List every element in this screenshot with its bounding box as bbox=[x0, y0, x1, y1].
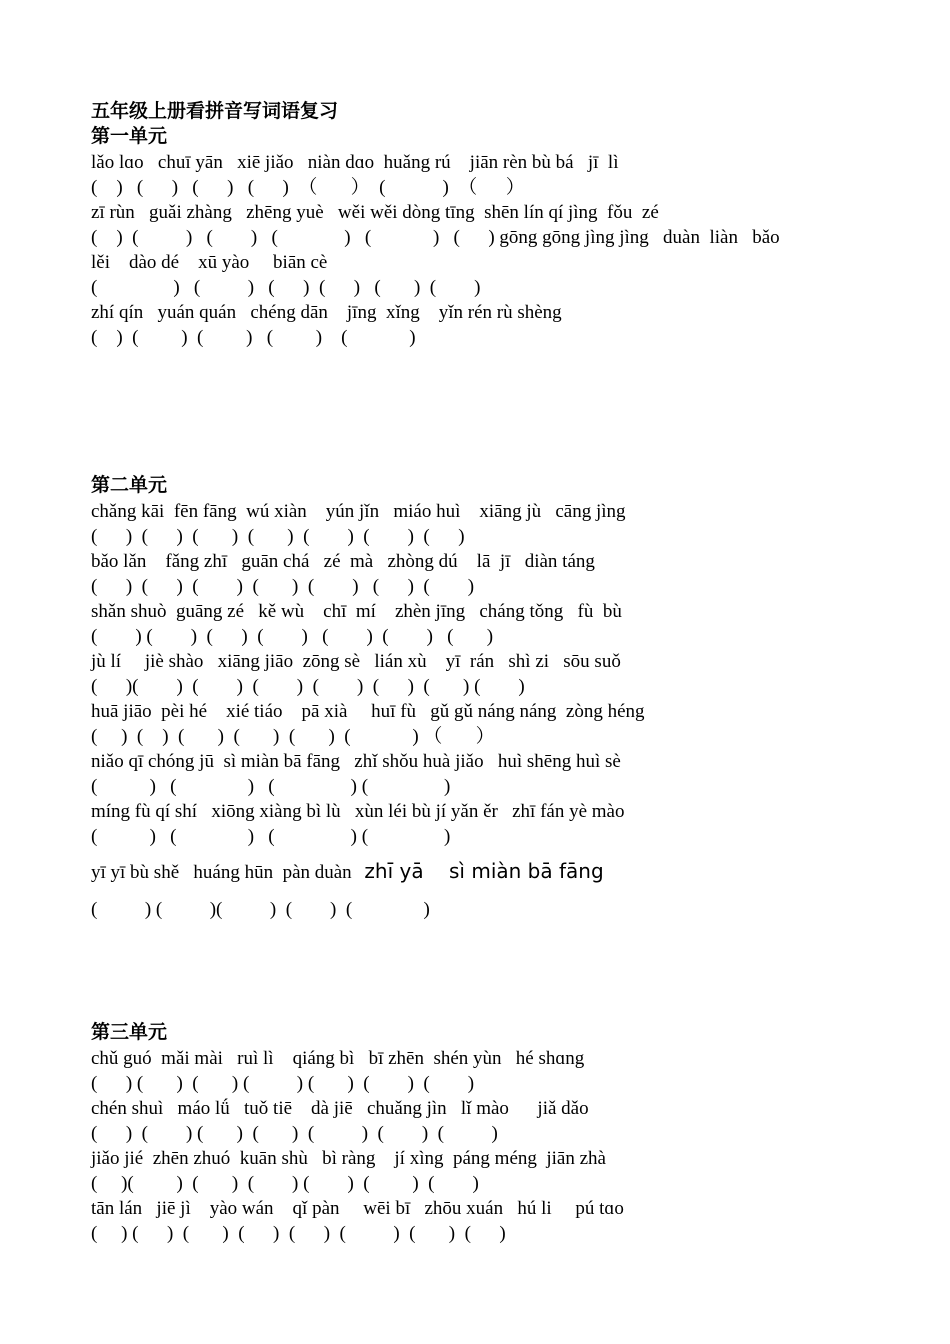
unit-3-answer-line: ( )( ) ( ) ( ) ( ) ( ) ( ) bbox=[91, 1173, 479, 1194]
unit-3-pinyin-line: chǔ guó mǎi mài ruì lì qiáng bì bī zhēn shén yùn hé shɑng bbox=[91, 1048, 585, 1069]
unit-2-pinyin-serif: yī yī bù shě huáng hūn pàn duàn bbox=[91, 862, 352, 883]
unit-2-answer-line: ( ) ( ) ( ) ( ) ( ) ( ) ( ) bbox=[91, 576, 475, 597]
unit-1-pinyin-line: lěi dào dé xū yào biān cè bbox=[91, 252, 328, 273]
unit-2-pinyin-line: shǎn shuò guāng zé kě wù chī mí zhèn jīng cháng tǒng fù bù bbox=[91, 601, 622, 622]
unit-2-answer-line: ( ) ( ) ( ) ( ) bbox=[91, 776, 451, 797]
unit-2-answer-line: ( ) ( ) ( ) ( ) ( ) ( ) （ ） bbox=[91, 726, 495, 747]
unit-3-answer-line: ( ) ( ) ( ) ( ) ( ) ( ) ( ) bbox=[91, 1073, 475, 1094]
unit-2-answer-line: ( ) ( )( ) ( ) ( ) bbox=[91, 899, 430, 920]
unit-3-answer-line: ( ) ( ) ( ) ( ) ( ) ( ) ( ) bbox=[91, 1123, 498, 1144]
unit-2-pinyin-line: míng fù qí shí xiōng xiàng bì lù xùn léi bù jí yǎn ěr zhī fán yè mào bbox=[91, 801, 625, 822]
unit-3-pinyin-line: chén shuì máo lǘ tuǒ tiē dà jiē chuǎng jìn lǐ mào jiǎ dǎo bbox=[91, 1098, 589, 1119]
unit-3-title: 第三单元 bbox=[91, 1021, 168, 1043]
unit-2-answer-line: ( )( ) ( ) ( ) ( ) ( ) ( ) ( ) bbox=[91, 676, 525, 697]
unit-1-answer-line: ( ) ( ) ( ) ( ) ( ) ( ) gōng gōng jìng jìng duàn liàn bǎo bbox=[91, 227, 780, 248]
unit-3-pinyin-line: tān lán jiē jì yào wán qǐ pàn wēi bī zhōu xuán hú li pú tɑo bbox=[91, 1198, 624, 1219]
unit-2-pinyin-line: niǎo qī chóng jū sì miàn bā fāng zhǐ shǒu huà jiǎo huì shēng huì sè bbox=[91, 751, 621, 772]
unit-2-answer-line: ( ) ( ) ( ) ( ) ( ) ( ) ( ) bbox=[91, 626, 494, 647]
unit-2-pinyin-line-mixed bbox=[91, 859, 604, 885]
unit-1-answer-line: ( ) ( ) ( ) ( ) ( ) ( ) bbox=[91, 277, 481, 298]
unit-3-answer-line: ( ) ( ) ( ) ( ) ( ) ( ) ( ) ( ) bbox=[91, 1223, 506, 1244]
unit-2-answer-line: ( ) ( ) ( ) ( ) ( ) ( ) ( ) bbox=[91, 526, 465, 547]
unit-1-pinyin-line: zī rùn guǎi zhàng zhēng yuè wěi wěi dòng tīng shēn lín qí jìng fǒu zé bbox=[91, 202, 659, 223]
unit-2-pinyin-sans: zhī yā sì miàn bā fāng bbox=[351, 859, 604, 883]
unit-2-title: 第二单元 bbox=[91, 474, 168, 496]
unit-3-pinyin-line: jiǎo jié zhēn zhuó kuān shù bì ràng jí xìng páng méng jiān zhà bbox=[91, 1148, 606, 1169]
unit-1-pinyin-line: lǎo lɑo chuī yān xiē jiǎo niàn dɑo huǎng rú jiān rèn bù bá jī lì bbox=[91, 152, 619, 173]
unit-1-pinyin-line: zhí qín yuán quán chéng dān jīng xǐng yǐn rén rù shèng bbox=[91, 302, 562, 323]
unit-1-answer-line: ( ) ( ) ( ) ( ) ( ) bbox=[91, 327, 416, 348]
unit-2-pinyin-line: huā jiāo pèi hé xié tiáo pā xià huī fù gǔ gǔ náng náng zòng héng bbox=[91, 701, 645, 722]
unit-1-answer-line: ( ) ( ) ( ) ( ) （ ） ( ) （ ） bbox=[91, 177, 525, 198]
unit-2-pinyin-line: chǎng kāi fēn fāng wú xiàn yún jǐn miáo huì xiāng jù cāng jìng bbox=[91, 501, 626, 522]
unit-2-pinyin-line: bǎo lǎn fǎng zhī guān chá zé mà zhòng dú lā jī diàn táng bbox=[91, 551, 595, 572]
document-title: 五年级上册看拼音写词语复习 bbox=[91, 100, 339, 122]
unit-1-title: 第一单元 bbox=[91, 125, 168, 147]
unit-2-pinyin-line: jù lí jiè shào xiāng jiāo zōng sè lián xù yī rán shì zi sōu suǒ bbox=[91, 651, 621, 672]
unit-2-answer-line: ( ) ( ) ( ) ( ) bbox=[91, 826, 451, 847]
